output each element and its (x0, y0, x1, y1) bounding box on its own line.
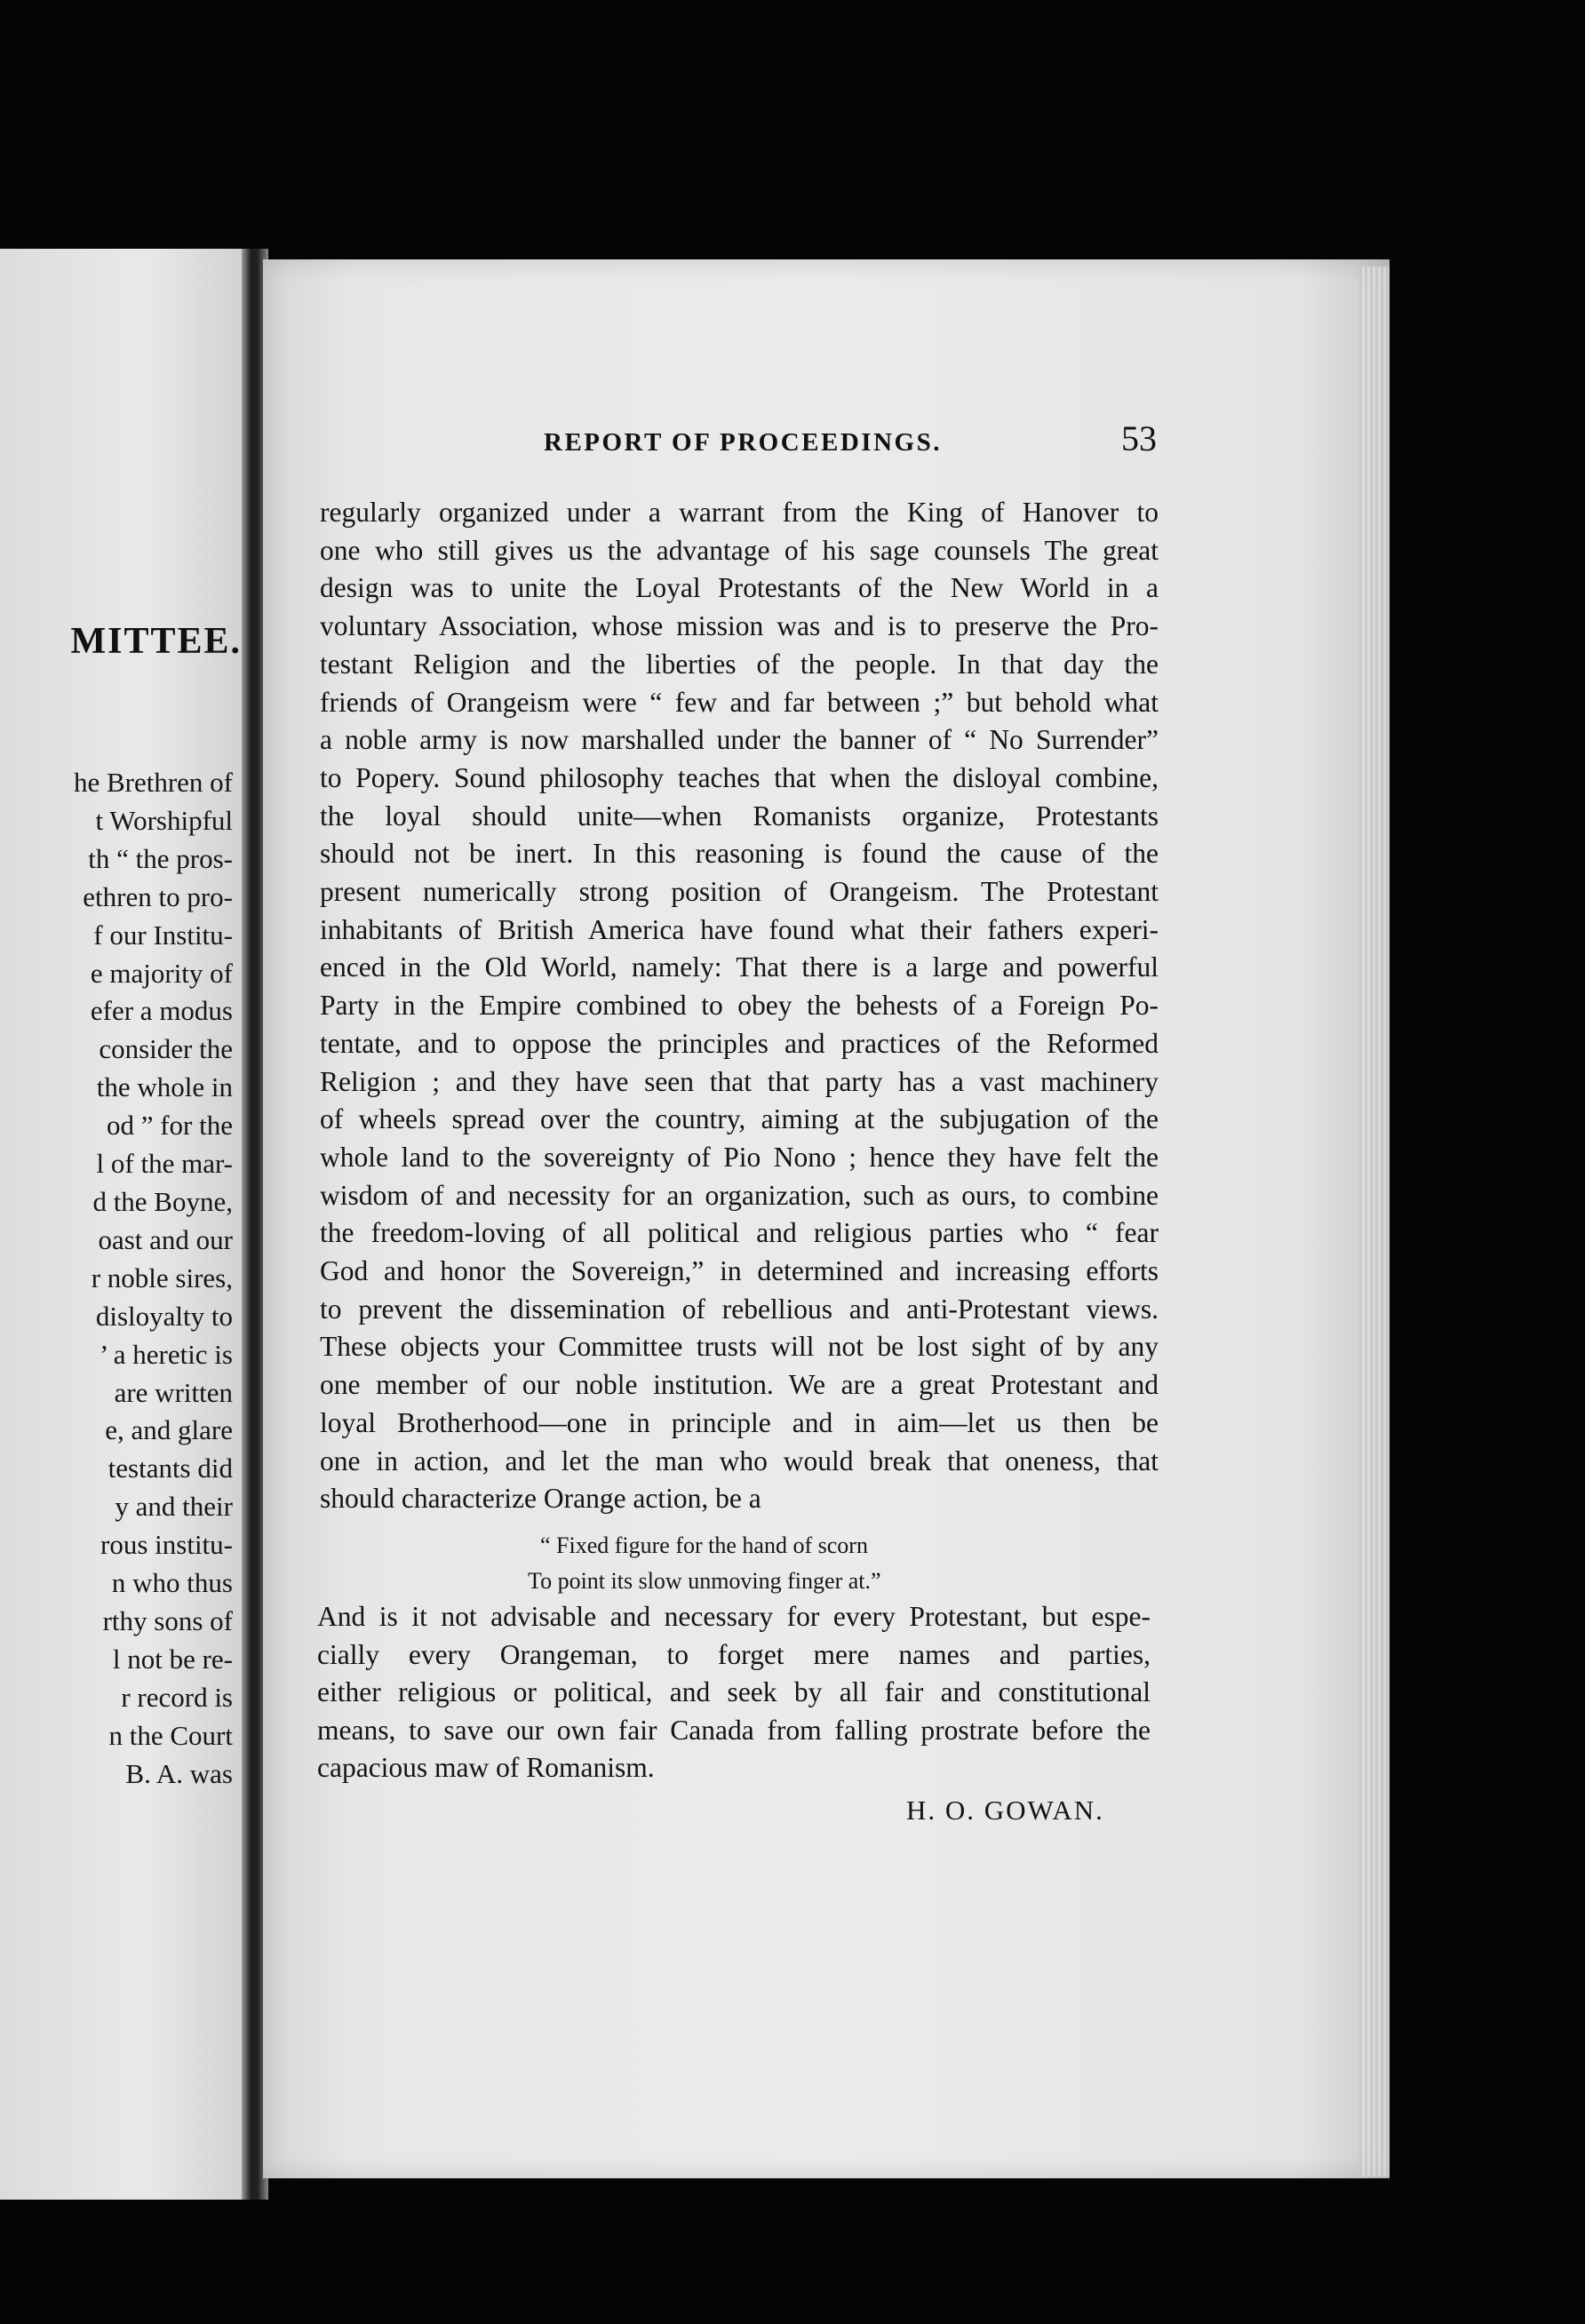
text-line: God and honor the Sovereign,” in determined and increasing efforts (320, 1255, 1159, 1287)
left-page-line: consider the (99, 1033, 233, 1065)
left-page-line: efer a modus (90, 995, 233, 1027)
text-line: friends of Orangeism were “ few and far between ;” but behold what (320, 686, 1159, 718)
left-page-line: are written (114, 1376, 233, 1408)
left-page-line: B. A. was (125, 1757, 233, 1789)
text-line: inhabitants of British America have found what their fathers experi- (320, 913, 1159, 945)
left-page-line: r noble sires, (91, 1261, 233, 1293)
left-facing-page (0, 249, 242, 2200)
text-line: enced in the Old World, namely: That there is a large and powerful (320, 951, 1159, 983)
left-page-line: d the Boyne, (92, 1185, 233, 1217)
left-page-line: n the Court (108, 1719, 233, 1751)
text-line: loyal Brotherhood—one in principle and in aim—let us then be (320, 1406, 1159, 1438)
left-page-line: oast and our (98, 1223, 233, 1255)
body-paragraph-2 (317, 1598, 1151, 1787)
text-line: means, to save our own fair Canada from falling prostrate before the (317, 1714, 1151, 1746)
left-page-line: t Worshipful (95, 804, 233, 836)
left-page-line: e majority of (90, 957, 233, 989)
running-head: REPORT OF PROCEEDINGS. (544, 428, 942, 457)
left-page-line: th “ the pros- (88, 842, 233, 874)
left-page-line: n who thus (111, 1567, 233, 1599)
text-line: capacious maw of Romanism. (317, 1752, 655, 1783)
left-page-line: l of the mar- (96, 1148, 233, 1180)
text-line: either religious or political, and seek by all fair and constitutional (317, 1676, 1151, 1707)
text-line: one member of our noble institution. We are a great Protestant and (320, 1369, 1159, 1401)
left-page-line: f our Institu- (93, 919, 233, 951)
text-line: should characterize Orange action, be a (320, 1483, 761, 1515)
left-page-line: y and their (115, 1491, 233, 1523)
left-page-line: ’ a heretic is (99, 1338, 233, 1370)
verse-line: “ Fixed figure for the hand of scorn (540, 1532, 868, 1558)
text-line: one who still gives us the advantage of his sage counsels The great (320, 534, 1159, 566)
left-page-line: rthy sons of (102, 1604, 233, 1636)
text-line: of wheels spread over the country, aiming at the subjugation of the (320, 1103, 1159, 1135)
text-line: the loyal should unite—when Romanists organize, Protestants (320, 800, 1159, 832)
left-page-heading: MITTEE. (70, 621, 242, 662)
left-page-text (0, 764, 233, 1793)
text-line: Religion ; and they have seen that that party has a vast machinery (320, 1065, 1159, 1097)
page-edge (1359, 267, 1390, 2177)
text-line: tentate, and to oppose the principles and practices of the Reformed (320, 1027, 1159, 1059)
text-line: to prevent the dissemination of rebellious and anti-Protestant views. (320, 1293, 1159, 1325)
body-paragraph-1 (320, 494, 1159, 1518)
text-line: cially every Orangeman, to forget mere names and parties, (317, 1638, 1151, 1670)
text-line: the freedom-loving of all political and religious parties who “ fear (320, 1217, 1159, 1249)
left-page-line: od ” for the (106, 1110, 233, 1142)
left-page-line: testants did (108, 1452, 233, 1484)
text-line: These objects your Committee trusts will not be lost sight of by any (320, 1331, 1159, 1363)
text-line: to Popery. Sound philosophy teaches that when the disloyal combine, (320, 761, 1159, 793)
text-line: a noble army is now marshalled under the banner of “ No Surrender” (320, 724, 1159, 756)
text-line: Party in the Empire combined to obey the behests of a Foreign Po- (320, 990, 1159, 1022)
left-page-line: he Brethren of (73, 767, 233, 798)
text-line: present numerically strong position of Orangeism. The Protestant (320, 876, 1159, 908)
text-line: design was to unite the Loyal Protestants of the New World in a (320, 572, 1159, 604)
text-line: testant Religion and the liberties of the people. In that day the (320, 648, 1159, 680)
text-line: should not be inert. In this reasoning is found the cause of the (320, 838, 1159, 870)
left-page-line: r record is (121, 1681, 233, 1713)
verse-line: To point its slow unmoving finger at.” (528, 1568, 881, 1594)
text-line: regularly organized under a warrant from the King of Hanover to (320, 497, 1159, 528)
left-page-line: disloyalty to (95, 1300, 233, 1332)
left-page-line: rous institu- (100, 1529, 233, 1561)
signature: H. O. GOWAN. (906, 1795, 1104, 1826)
left-page-line: the whole in (96, 1071, 233, 1103)
left-page-line: e, and glare (105, 1414, 233, 1446)
verse-quotation (528, 1528, 1008, 1599)
left-page-line: l not be re- (112, 1643, 233, 1675)
text-line: one in action, and let the man who would break that oneness, that (320, 1445, 1159, 1476)
page-number: 53 (1121, 418, 1157, 458)
left-page-line: ethren to pro- (83, 880, 233, 912)
text-line: And is it not advisable and necessary for every Protestant, but espe- (317, 1601, 1151, 1632)
text-line: whole land to the sovereignty of Pio Nono ; hence they have felt the (320, 1141, 1159, 1173)
text-line: voluntary Association, whose mission was and is to preserve the Pro- (320, 610, 1159, 642)
text-line: wisdom of and necessity for an organization, such as ours, to combine (320, 1179, 1159, 1211)
